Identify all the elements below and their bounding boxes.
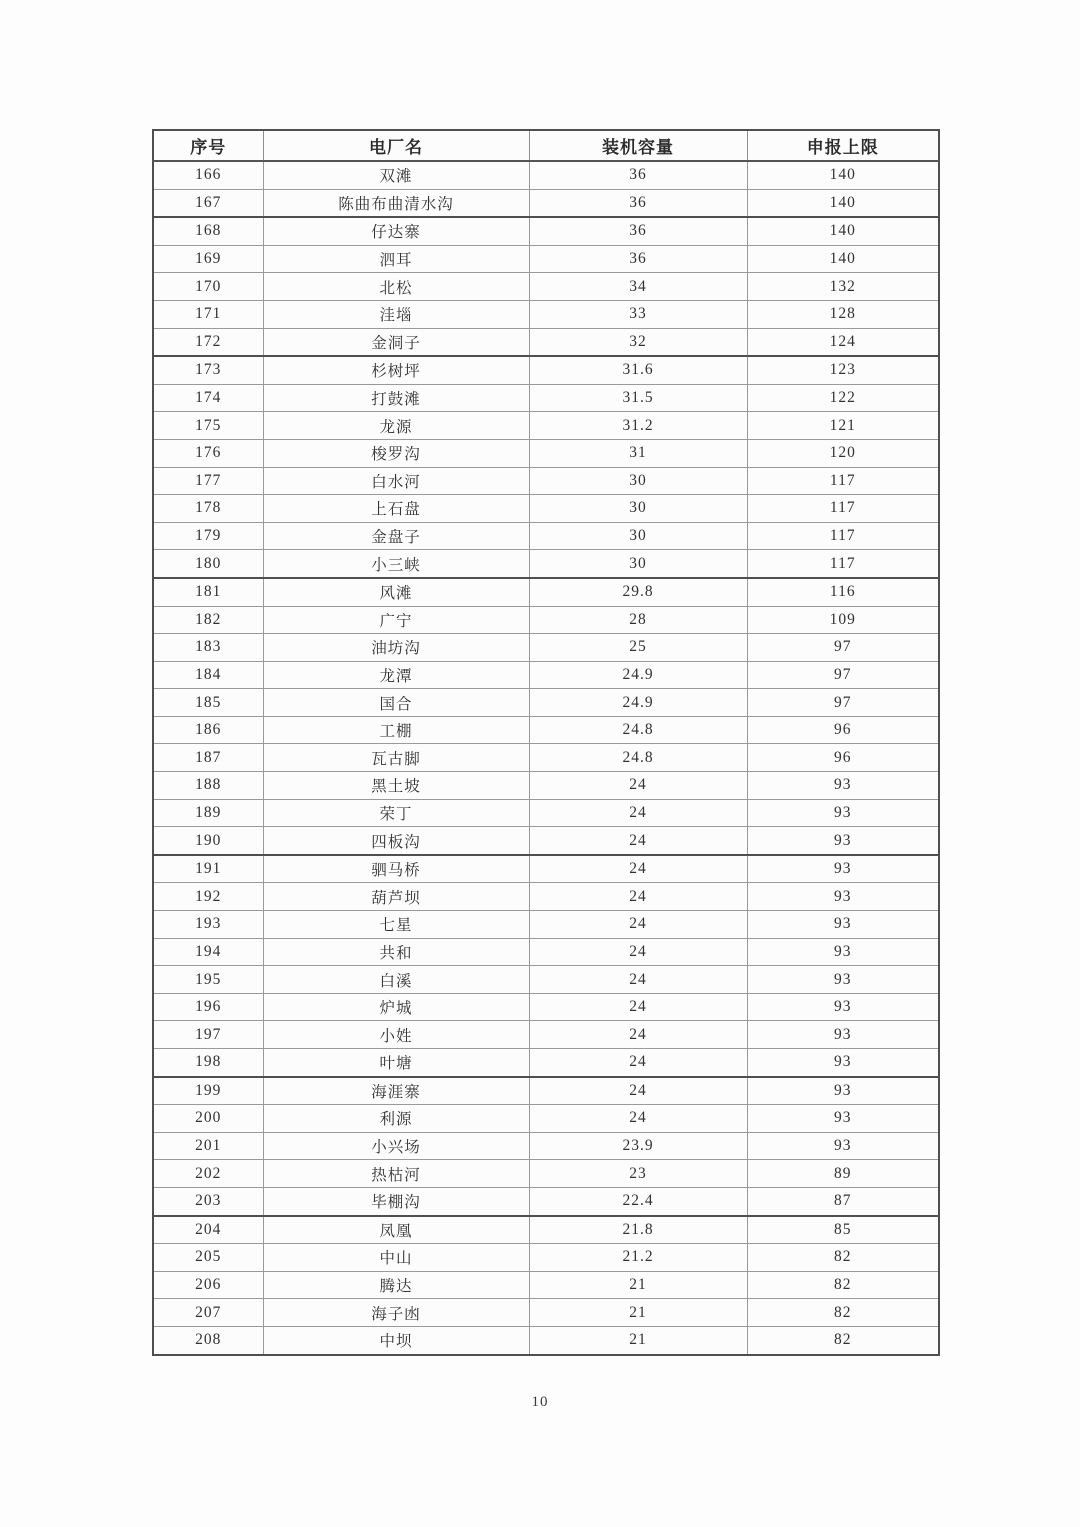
plant-name-cell: 小姓: [263, 1021, 529, 1049]
capacity-cell: 24: [529, 799, 747, 827]
plant-name-cell: 工棚: [263, 716, 529, 744]
capacity-cell: 23.9: [529, 1132, 747, 1160]
limit-cell: 93: [747, 1021, 939, 1049]
serial-cell: 204: [153, 1216, 263, 1244]
plant-name-cell: 金洞子: [263, 328, 529, 356]
serial-cell: 178: [153, 495, 263, 523]
plant-name-cell: 腾达: [263, 1271, 529, 1299]
table-row: [153, 799, 939, 827]
capacity-cell: 21: [529, 1271, 747, 1299]
table-row: [153, 827, 939, 855]
table-row: [153, 1216, 939, 1244]
table-row: [153, 189, 939, 217]
plant-name-cell: 七星: [263, 911, 529, 939]
capacity-cell: 21: [529, 1326, 747, 1354]
limit-cell: 123: [747, 356, 939, 384]
limit-cell: 82: [747, 1299, 939, 1327]
limit-cell: 93: [747, 1049, 939, 1077]
limit-cell: 97: [747, 689, 939, 717]
limit-cell: 140: [747, 245, 939, 273]
table-row: [153, 1187, 939, 1215]
plant-name-cell: 四板沟: [263, 827, 529, 855]
table-row: [153, 744, 939, 772]
capacity-cell: 34: [529, 273, 747, 301]
limit-cell: 122: [747, 384, 939, 412]
limit-cell: 93: [747, 1077, 939, 1105]
limit-cell: 117: [747, 467, 939, 495]
plant-name-cell: 杉树坪: [263, 356, 529, 384]
col-header-limit: 申报上限: [747, 130, 939, 161]
serial-cell: 201: [153, 1132, 263, 1160]
limit-cell: 128: [747, 300, 939, 328]
serial-cell: 179: [153, 522, 263, 550]
table-row: [153, 467, 939, 495]
capacity-cell: 24.8: [529, 716, 747, 744]
capacity-cell: 28: [529, 606, 747, 634]
capacity-cell: 24: [529, 1049, 747, 1077]
serial-cell: 175: [153, 412, 263, 440]
serial-cell: 170: [153, 273, 263, 301]
limit-cell: 93: [747, 1132, 939, 1160]
plant-name-cell: 凤凰: [263, 1216, 529, 1244]
capacity-cell: 25: [529, 634, 747, 662]
capacity-cell: 31.2: [529, 412, 747, 440]
serial-cell: 205: [153, 1244, 263, 1272]
table-row: [153, 495, 939, 523]
serial-cell: 197: [153, 1021, 263, 1049]
serial-cell: 195: [153, 966, 263, 994]
capacity-cell: 24: [529, 1021, 747, 1049]
serial-cell: 202: [153, 1160, 263, 1188]
plant-name-cell: 金盘子: [263, 522, 529, 550]
table-row: [153, 1299, 939, 1327]
col-header-plant-name: 电厂名: [263, 130, 529, 161]
serial-cell: 173: [153, 356, 263, 384]
capacity-cell: 36: [529, 161, 747, 189]
table-row: [153, 661, 939, 689]
table-row: [153, 634, 939, 662]
plant-name-cell: 小三峡: [263, 550, 529, 578]
plant-name-cell: 中山: [263, 1244, 529, 1272]
serial-cell: 200: [153, 1105, 263, 1133]
table-row: [153, 1326, 939, 1354]
capacity-cell: 21.2: [529, 1244, 747, 1272]
capacity-cell: 30: [529, 495, 747, 523]
plant-name-cell: 梭罗沟: [263, 439, 529, 467]
limit-cell: 82: [747, 1271, 939, 1299]
table-row: [153, 1132, 939, 1160]
plant-name-cell: 热枯河: [263, 1160, 529, 1188]
serial-cell: 192: [153, 883, 263, 911]
capacity-cell: 24: [529, 938, 747, 966]
plant-name-cell: 炉城: [263, 993, 529, 1021]
plant-name-cell: 北松: [263, 273, 529, 301]
capacity-cell: 22.4: [529, 1187, 747, 1215]
table-row: [153, 772, 939, 800]
limit-cell: 89: [747, 1160, 939, 1188]
table-row: [153, 855, 939, 883]
plant-name-cell: 洼堖: [263, 300, 529, 328]
plant-name-cell: 白溪: [263, 966, 529, 994]
table-row: [153, 522, 939, 550]
limit-cell: 93: [747, 772, 939, 800]
plant-name-cell: 龙源: [263, 412, 529, 440]
limit-cell: 93: [747, 966, 939, 994]
capacity-cell: 24: [529, 1105, 747, 1133]
limit-cell: 93: [747, 799, 939, 827]
table-row: [153, 300, 939, 328]
limit-cell: 93: [747, 938, 939, 966]
table-body: [153, 161, 939, 1355]
plant-name-cell: 中坝: [263, 1326, 529, 1354]
serial-cell: 190: [153, 827, 263, 855]
table-row: [153, 993, 939, 1021]
capacity-cell: 24: [529, 827, 747, 855]
plant-name-cell: 泗耳: [263, 245, 529, 273]
page-number: 10: [531, 1394, 549, 1410]
table-row: [153, 938, 939, 966]
plant-name-cell: 小兴场: [263, 1132, 529, 1160]
capacity-cell: 33: [529, 300, 747, 328]
serial-cell: 191: [153, 855, 263, 883]
limit-cell: 120: [747, 439, 939, 467]
capacity-cell: 24: [529, 772, 747, 800]
serial-cell: 194: [153, 938, 263, 966]
limit-cell: 117: [747, 522, 939, 550]
serial-cell: 180: [153, 550, 263, 578]
serial-cell: 171: [153, 300, 263, 328]
limit-cell: 96: [747, 716, 939, 744]
table-row: [153, 1021, 939, 1049]
serial-cell: 193: [153, 911, 263, 939]
limit-cell: 93: [747, 883, 939, 911]
plant-name-cell: 风滩: [263, 578, 529, 606]
table-row: [153, 1077, 939, 1105]
capacity-cell: 30: [529, 467, 747, 495]
plant-name-cell: 龙潭: [263, 661, 529, 689]
plant-name-cell: 仔达寨: [263, 217, 529, 245]
capacity-cell: 24: [529, 993, 747, 1021]
limit-cell: 93: [747, 993, 939, 1021]
serial-cell: 181: [153, 578, 263, 606]
capacity-cell: 30: [529, 522, 747, 550]
limit-cell: 117: [747, 495, 939, 523]
serial-cell: 206: [153, 1271, 263, 1299]
serial-cell: 182: [153, 606, 263, 634]
limit-cell: 121: [747, 412, 939, 440]
limit-cell: 124: [747, 328, 939, 356]
plant-name-cell: 利源: [263, 1105, 529, 1133]
capacity-cell: 32: [529, 328, 747, 356]
plant-name-cell: 黑土坡: [263, 772, 529, 800]
plant-name-cell: 上石盘: [263, 495, 529, 523]
capacity-cell: 30: [529, 550, 747, 578]
serial-cell: 172: [153, 328, 263, 356]
table-row: [153, 217, 939, 245]
capacity-cell: 36: [529, 245, 747, 273]
plant-name-cell: 毕棚沟: [263, 1187, 529, 1215]
serial-cell: 186: [153, 716, 263, 744]
plant-name-cell: 国合: [263, 689, 529, 717]
serial-cell: 188: [153, 772, 263, 800]
capacity-cell: 36: [529, 217, 747, 245]
plant-name-cell: 双滩: [263, 161, 529, 189]
table-row: [153, 356, 939, 384]
table-row: [153, 578, 939, 606]
table-row: [153, 1049, 939, 1077]
limit-cell: 96: [747, 744, 939, 772]
serial-cell: 199: [153, 1077, 263, 1105]
power-plant-table: [152, 129, 940, 1356]
limit-cell: 97: [747, 661, 939, 689]
capacity-cell: 31.5: [529, 384, 747, 412]
plant-name-cell: 广宁: [263, 606, 529, 634]
table-row: [153, 550, 939, 578]
table-row: [153, 384, 939, 412]
table-row: [153, 1105, 939, 1133]
table-row: [153, 439, 939, 467]
plant-name-cell: 驷马桥: [263, 855, 529, 883]
capacity-cell: 24: [529, 855, 747, 883]
serial-cell: 176: [153, 439, 263, 467]
plant-name-cell: 白水河: [263, 467, 529, 495]
limit-cell: 82: [747, 1244, 939, 1272]
serial-cell: 198: [153, 1049, 263, 1077]
serial-cell: 185: [153, 689, 263, 717]
capacity-cell: 24: [529, 911, 747, 939]
table-header-row: [153, 130, 939, 161]
serial-cell: 208: [153, 1326, 263, 1354]
capacity-cell: 31.6: [529, 356, 747, 384]
table-row: [153, 245, 939, 273]
serial-cell: 184: [153, 661, 263, 689]
table-row: [153, 606, 939, 634]
limit-cell: 93: [747, 827, 939, 855]
capacity-cell: 24: [529, 883, 747, 911]
serial-cell: 189: [153, 799, 263, 827]
capacity-cell: 29.8: [529, 578, 747, 606]
serial-cell: 183: [153, 634, 263, 662]
limit-cell: 97: [747, 634, 939, 662]
plant-name-cell: 陈曲布曲清水沟: [263, 189, 529, 217]
plant-name-cell: 叶塘: [263, 1049, 529, 1077]
serial-cell: 168: [153, 217, 263, 245]
plant-name-cell: 瓦古脚: [263, 744, 529, 772]
table-row: [153, 273, 939, 301]
table-row: [153, 412, 939, 440]
plant-name-cell: 葫芦坝: [263, 883, 529, 911]
serial-cell: 166: [153, 161, 263, 189]
capacity-cell: 24.8: [529, 744, 747, 772]
capacity-cell: 21: [529, 1299, 747, 1327]
plant-name-cell: 海子凼: [263, 1299, 529, 1327]
capacity-cell: 21.8: [529, 1216, 747, 1244]
limit-cell: 82: [747, 1326, 939, 1354]
plant-name-cell: 荣丁: [263, 799, 529, 827]
capacity-cell: 24: [529, 966, 747, 994]
limit-cell: 140: [747, 189, 939, 217]
table-row: [153, 1271, 939, 1299]
limit-cell: 93: [747, 1105, 939, 1133]
serial-cell: 167: [153, 189, 263, 217]
limit-cell: 140: [747, 161, 939, 189]
serial-cell: 203: [153, 1187, 263, 1215]
serial-cell: 196: [153, 993, 263, 1021]
limit-cell: 87: [747, 1187, 939, 1215]
table-row: [153, 966, 939, 994]
capacity-cell: 24.9: [529, 661, 747, 689]
plant-name-cell: 油坊沟: [263, 634, 529, 662]
serial-cell: 207: [153, 1299, 263, 1327]
capacity-cell: 31: [529, 439, 747, 467]
plant-name-cell: 共和: [263, 938, 529, 966]
plant-name-cell: 打鼓滩: [263, 384, 529, 412]
serial-cell: 177: [153, 467, 263, 495]
col-header-capacity: 装机容量: [529, 130, 747, 161]
serial-cell: 187: [153, 744, 263, 772]
limit-cell: 116: [747, 578, 939, 606]
limit-cell: 117: [747, 550, 939, 578]
table-row: [153, 1244, 939, 1272]
table-row: [153, 1160, 939, 1188]
serial-cell: 174: [153, 384, 263, 412]
table-row: [153, 689, 939, 717]
limit-cell: 132: [747, 273, 939, 301]
table-row: [153, 328, 939, 356]
capacity-cell: 23: [529, 1160, 747, 1188]
limit-cell: 140: [747, 217, 939, 245]
serial-cell: 169: [153, 245, 263, 273]
plant-name-cell: 海涯寨: [263, 1077, 529, 1105]
limit-cell: 85: [747, 1216, 939, 1244]
col-header-serial: 序号: [153, 130, 263, 161]
table-row: [153, 161, 939, 189]
table-row: [153, 883, 939, 911]
capacity-cell: 24.9: [529, 689, 747, 717]
table-row: [153, 716, 939, 744]
limit-cell: 109: [747, 606, 939, 634]
table-row: [153, 911, 939, 939]
capacity-cell: 24: [529, 1077, 747, 1105]
limit-cell: 93: [747, 911, 939, 939]
limit-cell: 93: [747, 855, 939, 883]
capacity-cell: 36: [529, 189, 747, 217]
